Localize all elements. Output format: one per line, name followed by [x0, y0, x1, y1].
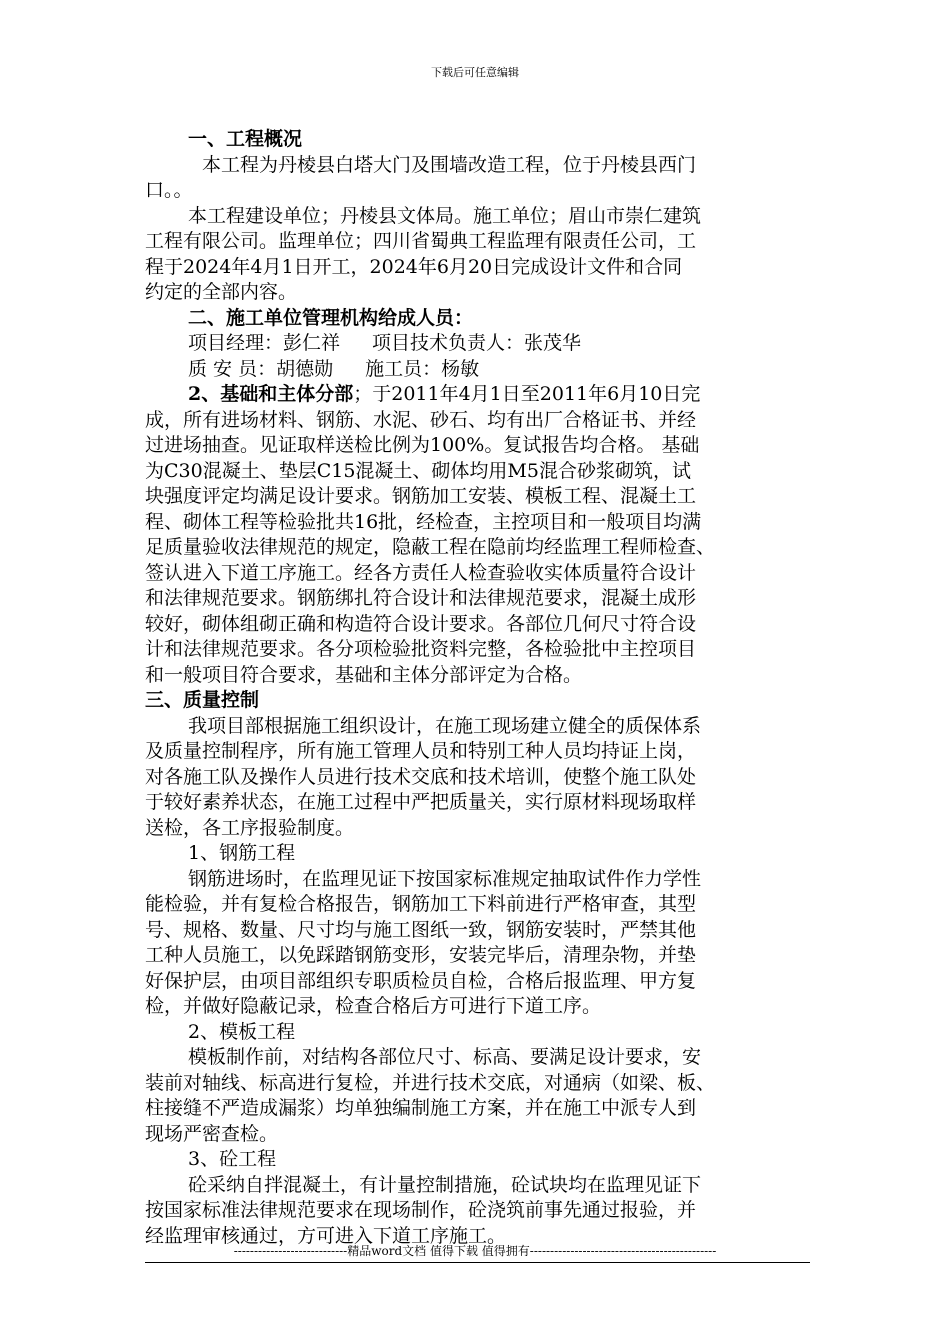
- subsection-1-heading: 1、钢筋工程: [188, 842, 296, 864]
- paragraph-line: 于较好素养状态，在施工过程中严把质量关，实行原材料现场取样: [145, 791, 697, 813]
- paragraph-line: 我项目部根据施工组织设计，在施工现场建立健全的质保体系: [188, 714, 702, 737]
- paragraph-line: 足质量验收法律规范的规定，隐蔽工程在隐前均经监理工程师检查、: [145, 536, 716, 558]
- subsection-2-heading: 2、模板工程: [188, 1020, 296, 1043]
- paragraph-line: 及质量控制程序，所有施工管理人员和特别工种人员均持证上岗，: [145, 740, 697, 762]
- paragraph-line: 签认进入下道工序施工。经各方责任人检查验收实体质量符合设计: [145, 561, 697, 584]
- paragraph-line: 和法律规范要求。钢筋绑扎符合设计和法律规范要求，混凝土成形: [145, 587, 697, 609]
- staff-line: [145, 357, 810, 383]
- header-note: 下载后可任意编辑: [431, 66, 519, 79]
- footer-divider: [145, 1262, 810, 1263]
- paragraph-line: 程于2024年4月1日开工，2024年6月20日完成设计文件和合同: [145, 255, 683, 278]
- site-worker: 施工员：杨敏: [365, 357, 480, 380]
- paragraph-line: 较好，砌体组砌正确和构造符合设计要求。各部位几何尺寸符合设: [145, 612, 697, 635]
- paragraph-line: [145, 382, 810, 408]
- document-body: [145, 127, 810, 1249]
- paragraph-line: 约定的全部内容。: [145, 281, 298, 303]
- paragraph-line: 装前对轴线、标高进行复检，并进行技术交底，对通病（如梁、板、: [145, 1071, 716, 1094]
- paragraph-line: 柱接缝不严造成漏浆）均单独编制施工方案，并在施工中派专人到: [145, 1097, 697, 1119]
- paragraph-line: 为C30混凝土、垫层C15混凝土、砌体均用M5混合砂浆砌筑，试: [145, 459, 691, 482]
- paragraph-line: 口。。: [145, 179, 193, 201]
- paragraph-line: 和一般项目符合要求，基础和主体分部评定为合格。: [145, 663, 583, 686]
- paragraph-line: 钢筋进场时，在监理见证下按国家标准规定抽取试件作力学性: [188, 867, 702, 890]
- paragraph-line: 现场严密查检。: [145, 1122, 279, 1145]
- paragraph-line: 能检验，并有复检合格报告，钢筋加工下料前进行严格审查，其型: [145, 893, 697, 915]
- paragraph-line: 本工程为丹棱县白塔大门及围墙改造工程，位于丹棱县西门: [202, 153, 697, 176]
- section-2-heading: 二、施工单位管理机构给成人员：: [188, 306, 474, 329]
- paragraph-line: 检，并做好隐蔽记录，检查合格后方可进行下道工序。: [145, 995, 602, 1017]
- section-1-heading: 一、工程概况: [188, 128, 303, 150]
- paragraph-line: 好保护层，由项目部组织专职质检员自检，合格后报监理、甲方复: [145, 969, 697, 992]
- paragraph-line: 号、规格、数量、尺寸均与施工图纸一致，钢筋安装时，严禁其他: [145, 918, 697, 941]
- qa-officer: 质 安 员：胡德勋: [188, 357, 334, 380]
- section-3-heading: 三、质量控制: [145, 689, 260, 711]
- project-manager: 项目经理：彭仁祥: [188, 332, 341, 354]
- paragraph-line: 砼采纳自拌混凝土，有计量控制措施，砼试块均在监理见证下: [188, 1173, 702, 1196]
- paragraph-line: 对各施工队及操作人员进行技术交底和技术培训，使整个施工队处: [145, 765, 697, 788]
- paragraph-line: 计和法律规范要求。各分项检验批资料完整，各检验批中主控项目: [145, 638, 697, 660]
- paragraph-line: 按国家标准法律规范要求在现场制作，砼浇筑前事先通过报验，并: [145, 1199, 697, 1221]
- subsection-heading: 2、基础和主体分部: [188, 383, 354, 405]
- paragraph-line: 过进场抽查。见证取样送检比例为100%。复试报告均合格。 基础: [145, 434, 700, 456]
- paragraph-line: 经监理审核通过，方可进入下道工序施工。: [145, 1224, 507, 1247]
- inline-text: ；于2011年4月1日至2011年6月10日完: [353, 383, 701, 405]
- paragraph-line: 本工程建设单位；丹棱县文体局。施工单位；眉山市崇仁建筑: [188, 204, 702, 227]
- staff-line: [145, 331, 810, 357]
- paragraph-line: 工种人员施工，以免踩踏钢筋变形，安装完毕后，清理杂物，并垫: [145, 944, 697, 966]
- subsection-3-heading: 3、砼工程: [188, 1148, 277, 1170]
- paragraph-line: 模板制作前，对结构各部位尺寸、标高、要满足设计要求，安: [188, 1046, 702, 1068]
- paragraph-line: 成，所有进场材料、钢筋、水泥、砂石、均有出厂合格证书、并经: [145, 408, 697, 431]
- paragraph-line: 程、砌体工程等检验批共16批，经检查，主控项目和一般项目均满: [145, 510, 702, 533]
- paragraph-line: 工程有限公司。监理单位；四川省蜀典工程监理有限责任公司，工: [145, 230, 697, 252]
- footer-note: ----------------------------精品word文档 值得下载 值得拥有----------------------------------------------: [233, 1244, 717, 1258]
- paragraph-line: 送检，各工序报验制度。: [145, 816, 355, 839]
- paragraph-line: 块强度评定均满足设计要求。钢筋加工安装、模板工程、混凝土工: [145, 485, 697, 507]
- technical-lead: 项目技术负责人：张茂华: [372, 332, 582, 354]
